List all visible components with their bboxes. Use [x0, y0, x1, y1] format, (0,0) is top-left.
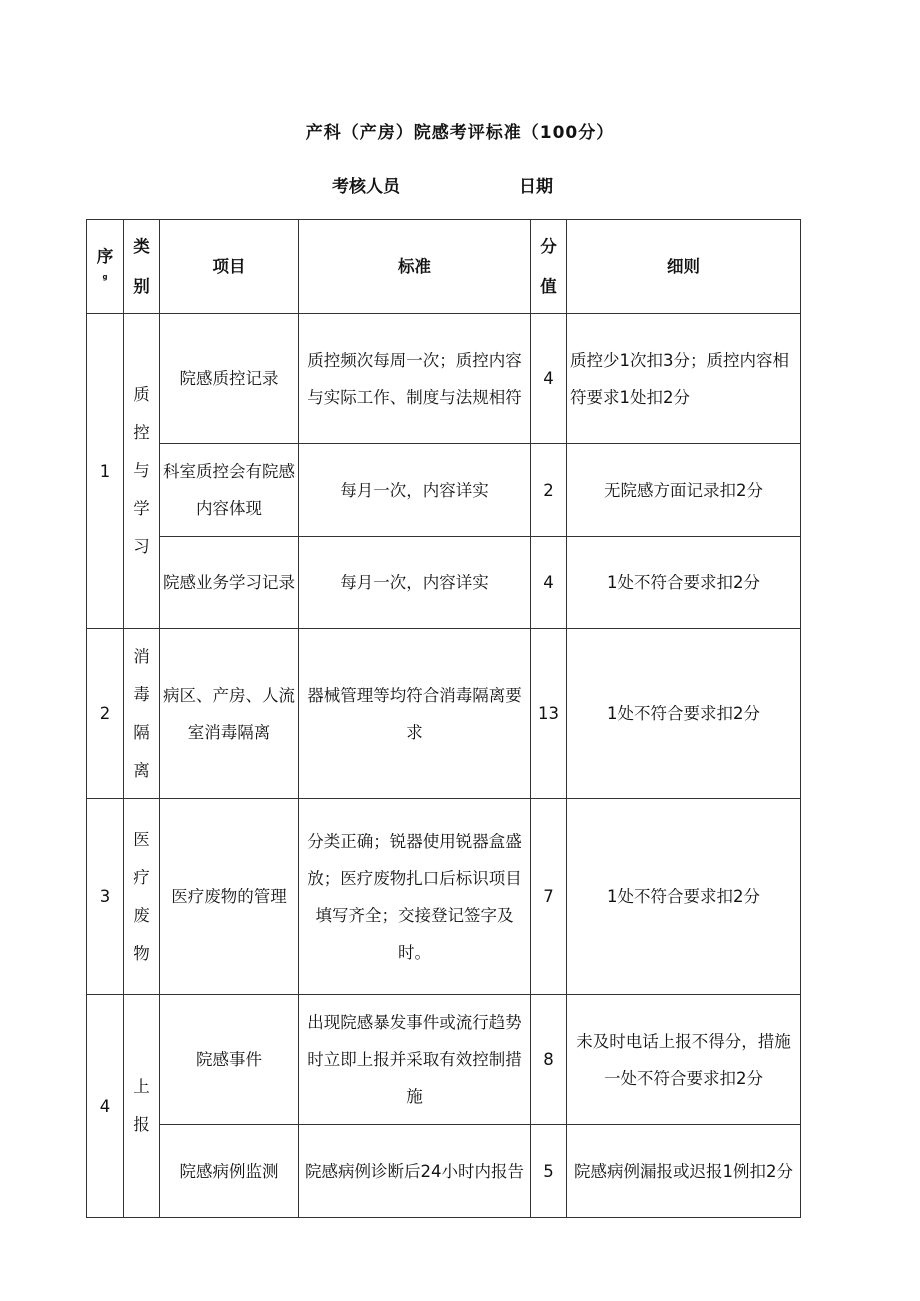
- row-seq: 2: [87, 629, 124, 799]
- row-detail: 院感病例漏报或迟报1例扣2分: [567, 1125, 801, 1218]
- row-category: 质控与学习: [124, 314, 160, 629]
- table-row: [87, 314, 801, 444]
- row-detail: 质控少1次扣3分；质控内容相符要求1处扣2分: [567, 314, 801, 444]
- row-score: 7: [531, 799, 567, 995]
- table-row: [87, 995, 801, 1125]
- row-standard: 每月一次，内容详实: [299, 537, 531, 629]
- row-standard: 院感病例诊断后24小时内报告: [299, 1125, 531, 1218]
- document-title: 产科（产房）院感考评标准（100分）: [305, 123, 615, 143]
- row-standard: 质控频次每周一次；质控内容与实际工作、制度与法规相符: [299, 314, 531, 444]
- table-row: [87, 537, 801, 629]
- date-label: 日期: [519, 177, 553, 197]
- row-item: 院感事件: [160, 995, 299, 1125]
- header-detail: 细则: [567, 220, 801, 314]
- row-category: 上报: [124, 995, 160, 1218]
- table-row: [87, 799, 801, 995]
- row-standard: 器械管理等均符合消毒隔离要求: [299, 629, 531, 799]
- row-detail: 1处不符合要求扣2分: [567, 629, 801, 799]
- row-standard: 出现院感暴发事件或流行趋势时立即上报并采取有效控制措施: [299, 995, 531, 1125]
- table-row: [87, 1125, 801, 1218]
- row-score: 5: [531, 1125, 567, 1218]
- row-item: 科室质控会有院感内容体现: [160, 444, 299, 537]
- row-item: 院感质控记录: [160, 314, 299, 444]
- row-score: 8: [531, 995, 567, 1125]
- row-category: 医疗废物: [124, 799, 160, 995]
- row-item: 病区、产房、人流室消毒隔离: [160, 629, 299, 799]
- examiner-label: 考核人员: [332, 177, 400, 197]
- header-category: 类 别: [124, 220, 160, 314]
- header-seq: 序 g: [87, 220, 124, 314]
- row-detail: 无院感方面记录扣2分: [567, 444, 801, 537]
- row-score: 4: [531, 314, 567, 444]
- row-item: 院感业务学习记录: [160, 537, 299, 629]
- row-item: 医疗废物的管理: [160, 799, 299, 995]
- row-seq: 4: [87, 995, 124, 1218]
- evaluation-table: [86, 219, 801, 1218]
- row-score: 2: [531, 444, 567, 537]
- table-row: [87, 444, 801, 537]
- row-standard: 每月一次，内容详实: [299, 444, 531, 537]
- row-detail: 1处不符合要求扣2分: [567, 799, 801, 995]
- row-seq: 3: [87, 799, 124, 995]
- table-row: [87, 629, 801, 799]
- row-standard: 分类正确；锐器使用锐器盒盛放；医疗废物扎口后标识项目填写齐全；交接登记签字及时。: [299, 799, 531, 995]
- row-detail: 未及时电话上报不得分，措施一处不符合要求扣2分: [567, 995, 801, 1125]
- header-item: 项目: [160, 220, 299, 314]
- header-seq-mark: g: [102, 272, 108, 281]
- row-score: 4: [531, 537, 567, 629]
- header-score: 分 值: [531, 220, 567, 314]
- row-category: 消毒隔离: [124, 629, 160, 799]
- header-row: [87, 220, 801, 314]
- row-item: 院感病例监测: [160, 1125, 299, 1218]
- row-detail: 1处不符合要求扣2分: [567, 537, 801, 629]
- row-seq: 1: [87, 314, 124, 629]
- header-standard: 标准: [299, 220, 531, 314]
- row-score: 13: [531, 629, 567, 799]
